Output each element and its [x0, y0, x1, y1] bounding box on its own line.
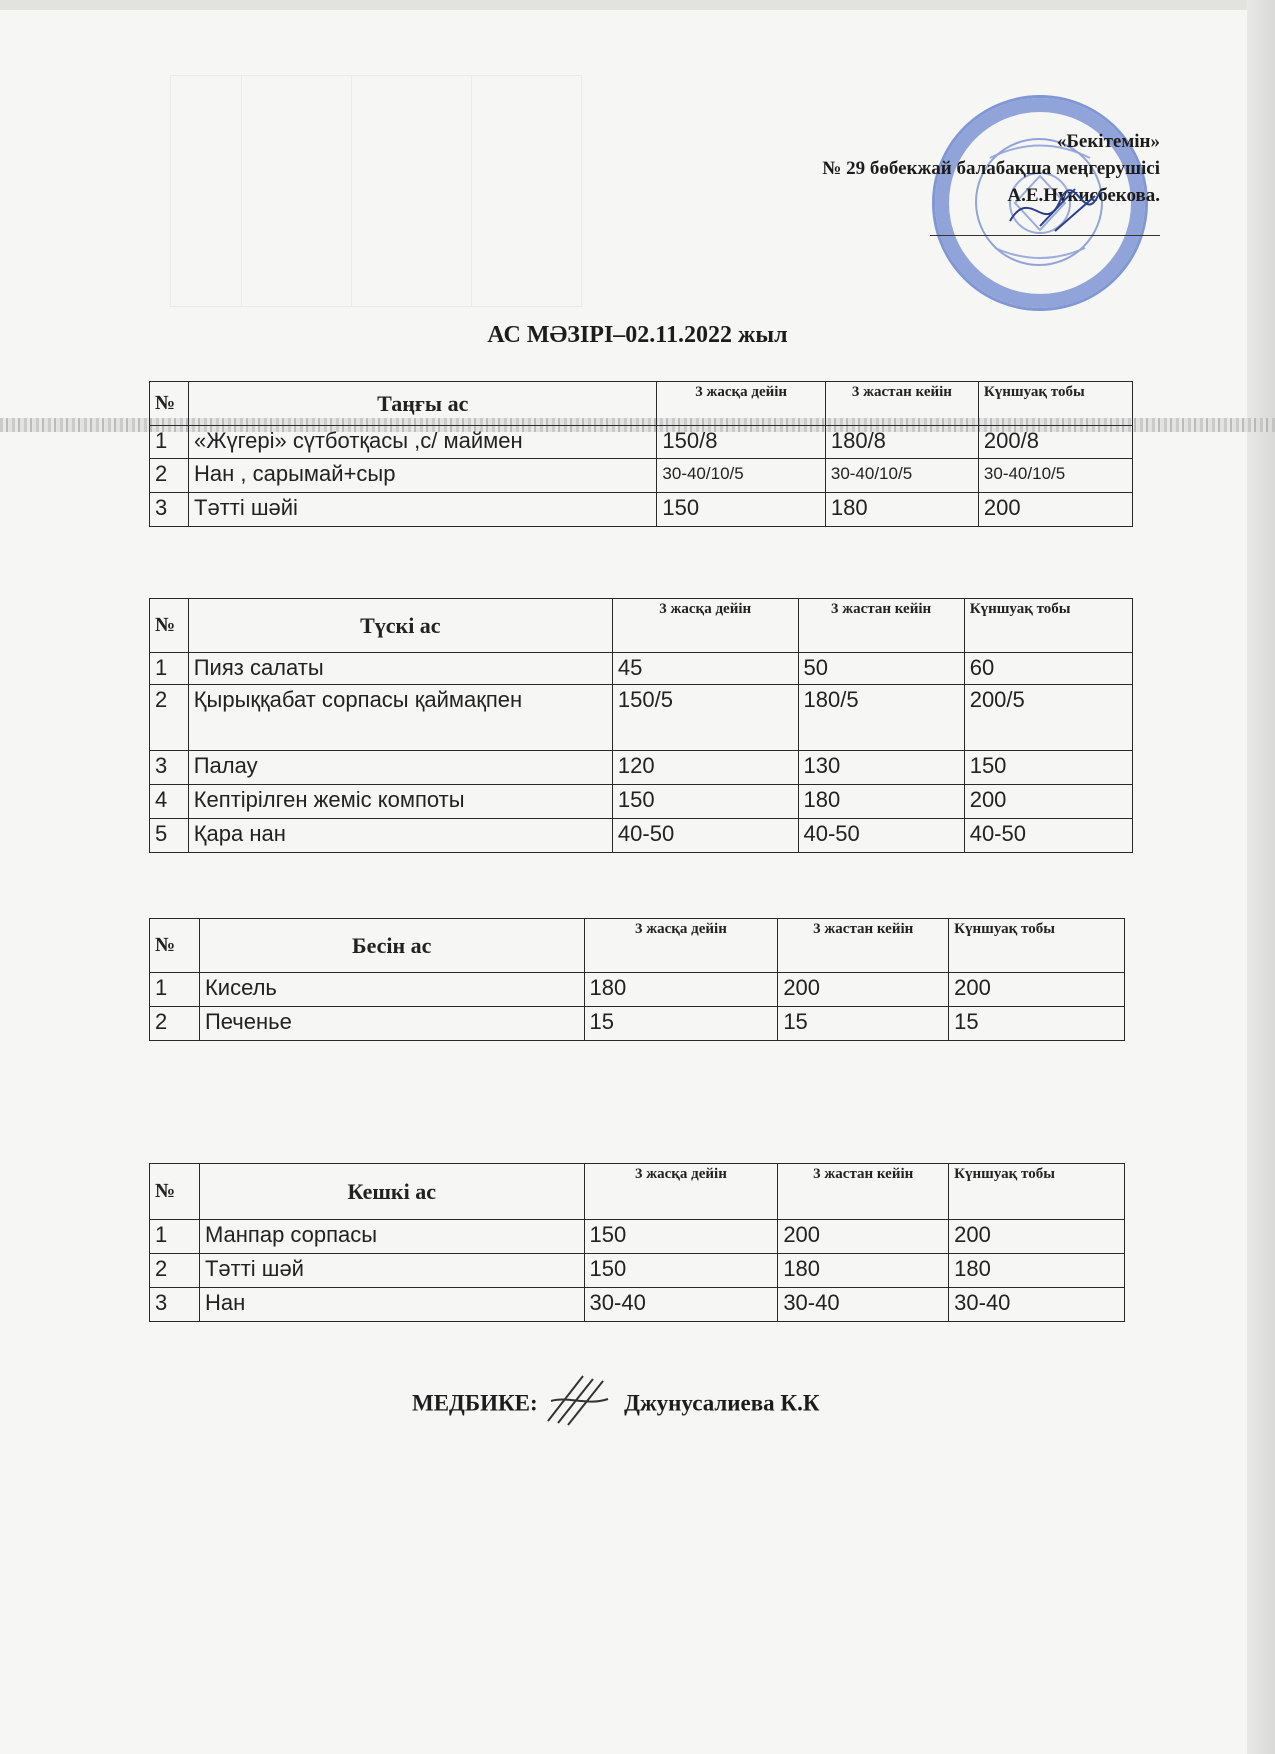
dinner-table	[149, 1163, 1125, 1322]
col-group: Күншуақ тобы	[949, 919, 1125, 973]
portion-group: 40-50	[964, 819, 1132, 853]
row-num: 1	[150, 426, 189, 459]
nurse-signature-block	[412, 1383, 820, 1427]
table-row	[150, 493, 1133, 527]
portion-under3: 150	[657, 493, 825, 527]
col-after3: 3 жастан кейін	[798, 599, 964, 653]
col-group: Күншуақ тобы	[964, 599, 1132, 653]
row-num: 4	[150, 785, 189, 819]
portion-group: 200	[978, 493, 1132, 527]
portion-group: 180	[949, 1254, 1125, 1288]
dish-name: Нан , сарымай+сыр	[189, 459, 657, 493]
table-row	[150, 785, 1133, 819]
dish-name: Қырыққабат сорпасы қаймақпен	[188, 685, 612, 751]
dish-name: Кисель	[199, 973, 584, 1007]
col-under3: 3 жасқа дейін	[657, 382, 825, 426]
portion-group: 200/5	[964, 685, 1132, 751]
breakfast-table	[149, 381, 1133, 527]
dish-name: Палау	[188, 751, 612, 785]
dish-name: Печенье	[199, 1007, 584, 1041]
portion-group: 30-40	[949, 1288, 1125, 1322]
portion-after3: 200	[778, 973, 949, 1007]
col-under3: 3 жасқа дейін	[584, 1164, 778, 1220]
row-num: 5	[150, 819, 189, 853]
col-under3: 3 жасқа дейін	[584, 919, 778, 973]
row-num: 2	[150, 1007, 200, 1041]
portion-after3: 50	[798, 653, 964, 685]
row-num: 1	[150, 973, 200, 1007]
row-num: 2	[150, 1254, 200, 1288]
nurse-name: Джунусалиева К.К	[624, 1390, 820, 1416]
portion-group: 200	[964, 785, 1132, 819]
portion-group: 150	[964, 751, 1132, 785]
dish-name: Кептірілген жеміс компоты	[188, 785, 612, 819]
col-num: №	[150, 1164, 200, 1220]
portion-after3: 40-50	[798, 819, 964, 853]
portion-group: 30-40/10/5	[978, 459, 1132, 493]
col-after3: 3 жастан кейін	[778, 1164, 949, 1220]
portion-under3: 150	[584, 1220, 778, 1254]
col-after3: 3 жастан кейін	[825, 382, 978, 426]
portion-under3: 30-40/10/5	[657, 459, 825, 493]
portion-under3: 30-40	[584, 1288, 778, 1322]
portion-after3: 200	[778, 1220, 949, 1254]
row-num: 3	[150, 493, 189, 527]
table-row	[150, 685, 1133, 751]
portion-under3: 180	[584, 973, 778, 1007]
dish-name: Манпар сорпасы	[199, 1220, 584, 1254]
portion-after3: 15	[778, 1007, 949, 1041]
col-after3: 3 жастан кейін	[778, 919, 949, 973]
table-row	[150, 751, 1133, 785]
portion-under3: 150	[612, 785, 798, 819]
portion-under3: 120	[612, 751, 798, 785]
row-num: 1	[150, 653, 189, 685]
portion-under3: 40-50	[612, 819, 798, 853]
row-num: 3	[150, 751, 189, 785]
table-row	[150, 426, 1133, 459]
approval-heading: «Бекітемін»	[1056, 131, 1160, 152]
col-num: №	[150, 382, 189, 426]
meal-title-breakfast: Таңғы ас	[189, 382, 657, 426]
portion-after3: 180	[825, 493, 978, 527]
meal-title-snack: Бесін ас	[199, 919, 584, 973]
row-num: 2	[150, 459, 189, 493]
scan-top-edge	[0, 0, 1275, 10]
portion-after3: 180/5	[798, 685, 964, 751]
table-row	[150, 1007, 1125, 1041]
lunch-table	[149, 598, 1133, 853]
meal-title-dinner: Кешкі ас	[199, 1164, 584, 1220]
portion-after3: 130	[798, 751, 964, 785]
portion-group: 200	[949, 973, 1125, 1007]
row-num: 2	[150, 685, 189, 751]
row-num: 1	[150, 1220, 200, 1254]
portion-group: 200	[949, 1220, 1125, 1254]
row-num: 3	[150, 1288, 200, 1322]
bleed-through-table	[170, 75, 582, 307]
table-row	[150, 819, 1133, 853]
handwritten-signature-icon	[1000, 181, 1120, 241]
dish-name: Тәтті шәйі	[189, 493, 657, 527]
table-row	[150, 459, 1133, 493]
dish-name: Қара нан	[188, 819, 612, 853]
nurse-label: МЕДБИКЕ:	[412, 1390, 538, 1416]
approval-name: А.Е.Нукисбекова.	[1007, 185, 1160, 206]
portion-after3: 30-40/10/5	[825, 459, 978, 493]
snack-table	[149, 918, 1125, 1041]
page-title: АС МӘЗІРІ–02.11.2022 жыл	[487, 322, 788, 348]
dish-name: Нан	[199, 1288, 584, 1322]
col-num: №	[150, 919, 200, 973]
dish-name: Тәтті шәй	[199, 1254, 584, 1288]
approval-block	[822, 128, 1160, 236]
portion-group: 60	[964, 653, 1132, 685]
portion-under3: 150	[584, 1254, 778, 1288]
dish-name: Пияз салаты	[188, 653, 612, 685]
table-row	[150, 1254, 1125, 1288]
scan-right-edge	[1247, 0, 1275, 1754]
col-num: №	[150, 599, 189, 653]
table-row	[150, 1288, 1125, 1322]
col-group: Күншуақ тобы	[949, 1164, 1125, 1220]
col-group: Күншуақ тобы	[978, 382, 1132, 426]
table-row	[150, 1220, 1125, 1254]
meal-title-lunch: Түскі ас	[188, 599, 612, 653]
portion-under3: 150/8	[657, 426, 825, 459]
portion-under3: 150/5	[612, 685, 798, 751]
dish-name: «Жүгері» сүтботқасы ,с/ маймен	[189, 426, 657, 459]
portion-under3: 45	[612, 653, 798, 685]
portion-after3: 30-40	[778, 1288, 949, 1322]
table-row	[150, 653, 1133, 685]
portion-group: 15	[949, 1007, 1125, 1041]
portion-after3: 180	[778, 1254, 949, 1288]
portion-after3: 180/8	[825, 426, 978, 459]
portion-after3: 180	[798, 785, 964, 819]
signature-line	[930, 209, 1160, 236]
approval-position: № 29 бөбекжай балабақша меңгерушісі	[822, 158, 1160, 179]
portion-group: 200/8	[978, 426, 1132, 459]
portion-under3: 15	[584, 1007, 778, 1041]
nurse-signature-icon	[543, 1383, 618, 1427]
table-row	[150, 973, 1125, 1007]
col-under3: 3 жасқа дейін	[612, 599, 798, 653]
